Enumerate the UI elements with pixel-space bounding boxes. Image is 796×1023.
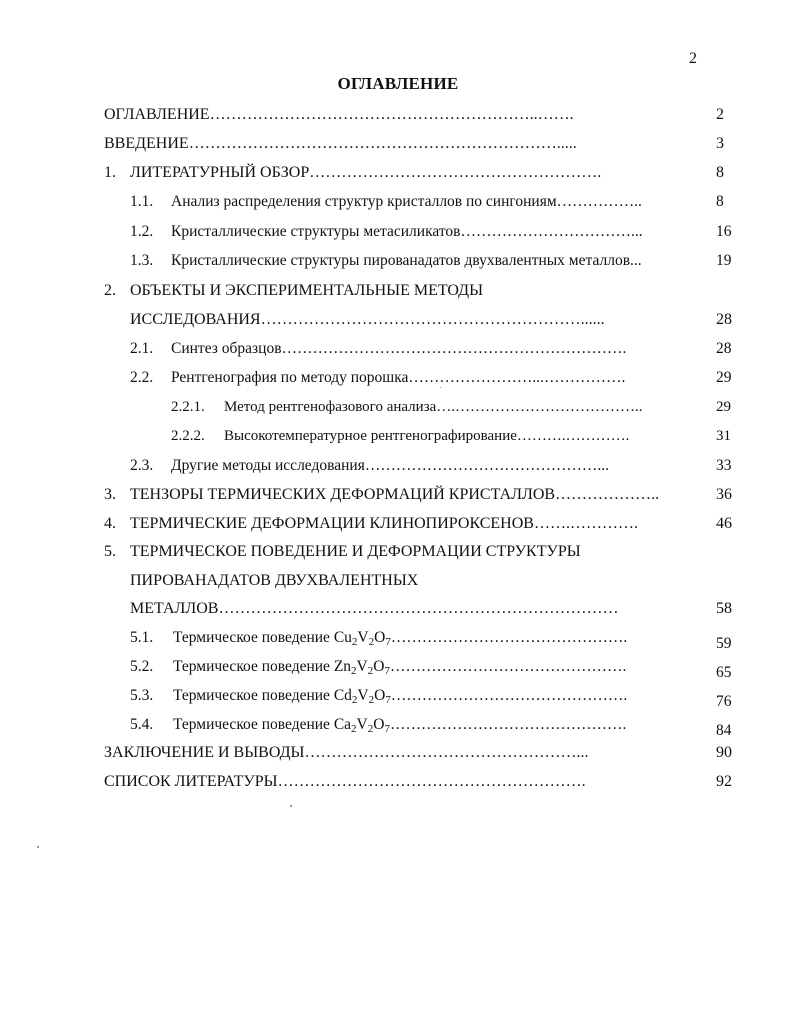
- toc-entry: [130, 656, 744, 681]
- chemical-formula: $Cd_2V_2O_7$: [333, 687, 391, 706]
- toc-entry: [130, 714, 744, 739]
- toc-entry: [171, 425, 744, 447]
- toc-entry-page: 92: [716, 773, 732, 790]
- toc-entry-page: 19: [716, 252, 732, 269]
- toc-entry-number: 5.4.: [130, 716, 154, 733]
- toc-entry-page: 29: [716, 399, 731, 415]
- toc-entry-text: ОГЛАВЛЕНИЕ……………………………………………………..…….: [104, 106, 574, 123]
- toc-entry-page: 76: [716, 693, 732, 710]
- toc-entry-text: Анализ распределения структур кристаллов по сингониям……………..: [171, 193, 642, 210]
- toc-entry-page: 33: [716, 457, 732, 474]
- toc-entry-number: 1.2.: [130, 223, 154, 240]
- chemical-formula: $Zn_2V_2O_7$: [333, 658, 390, 677]
- toc-entry-page: 2: [716, 106, 724, 123]
- chemical-formula: $Cu_2V_2O_7$: [333, 629, 391, 648]
- toc-entry-page: 58: [716, 600, 732, 617]
- toc-entry-number: 2.1.: [130, 340, 154, 357]
- toc-entry-page: 8: [716, 193, 724, 210]
- toc-entry-text: ЗАКЛЮЧЕНИЕ И ВЫВОДЫ……………………………………………...: [104, 744, 589, 761]
- toc-entry-text: Термическое поведение $Zn_2V_2O_7\dots\dots\dots\dots\dots\dots\dots\dots\dots\dots\dots\dots\dots\dots\dots$.: [173, 658, 627, 677]
- toc-entry-text: Другие методы исследования………………………………………...: [171, 457, 609, 474]
- scan-speck: [37, 846, 39, 848]
- toc-entry-text: Синтез образцов………………………………………………………….: [171, 340, 627, 357]
- toc-entry: [104, 570, 744, 592]
- toc-entry: [104, 309, 744, 331]
- toc-entry-number: 5.1.: [130, 629, 154, 646]
- toc-entry-number: 5.2.: [130, 658, 154, 675]
- toc-entry: [104, 104, 744, 126]
- toc-entry-number: 3.: [104, 486, 116, 503]
- toc-entry-number: 2.3.: [130, 457, 154, 474]
- toc-entry: [104, 742, 744, 764]
- toc-entry-text: Высокотемпературное рентгенографирование……….………….: [224, 428, 630, 444]
- toc-entry-text: Термическое поведение $Cd_2V_2O_7\dots\dots\dots\dots\dots\dots\dots\dots\dots\dots\dots\dots\dots\dots\dots$.: [173, 687, 628, 706]
- toc-entry: [104, 162, 744, 184]
- toc-entry-text: ПИРОВАНАДАТОВ ДВУХВАЛЕНТНЫХ: [130, 572, 419, 589]
- toc-entry-text: Кристаллические структуры метасиликатов……………………………...: [171, 223, 643, 240]
- toc-entry-text: Термическое поведение $Cu_2V_2O_7\dots\dots\dots\dots\dots\dots\dots\dots\dots\dots\dots\dots\dots\dots\dots$.: [173, 629, 628, 648]
- toc-entry-number: 5.3.: [130, 687, 154, 704]
- toc-entry-page: 59: [716, 635, 732, 652]
- toc-entry-text: Метод рентгенофазового анализа….………………………………..: [224, 399, 643, 415]
- toc-entry: [171, 396, 744, 418]
- toc-entry: [130, 367, 744, 389]
- toc-entry-page: 36: [716, 486, 732, 503]
- toc-title: ОГЛАВЛЕНИЕ: [337, 74, 459, 93]
- toc-entry-number: 2.2.: [130, 369, 154, 386]
- toc-entry-page: 8: [716, 164, 724, 181]
- page-number: 2: [689, 50, 697, 67]
- toc-entry-text: МЕТАЛЛОВ…………………………………………………………………: [130, 600, 619, 617]
- toc-entry-number: 2.: [104, 282, 116, 299]
- toc-entry-number: 1.1.: [130, 193, 154, 210]
- toc-entry: [104, 598, 744, 620]
- scan-speck: [290, 805, 292, 807]
- toc-entry-text: ОБЪЕКТЫ И ЭКСПЕРИМЕНТАЛЬНЫЕ МЕТОДЫ: [130, 282, 484, 299]
- toc-entry: [104, 133, 744, 155]
- toc-entry-text: ТЕРМИЧЕСКОЕ ПОВЕДЕНИЕ И ДЕФОРМАЦИИ СТРУКТУРЫ: [130, 543, 581, 560]
- toc-entry: [104, 484, 744, 506]
- toc-entry-page: 3: [716, 135, 724, 152]
- toc-entry-page: 90: [716, 744, 732, 761]
- toc-entry: [104, 280, 744, 302]
- toc-entry-number: 4.: [104, 515, 116, 532]
- toc-entry: [130, 455, 744, 477]
- toc-entry-page: 28: [716, 311, 732, 328]
- toc-entry-text: Кристаллические структуры пированадатов двухвалентных металлов...: [171, 252, 642, 269]
- toc-entry: [130, 685, 744, 710]
- toc-entry: [130, 191, 744, 213]
- toc-entry-number: 1.: [104, 164, 116, 181]
- toc-entry-page: 84: [716, 722, 732, 739]
- toc-entry: [130, 338, 744, 360]
- toc-entry-text: ИССЛЕДОВАНИЯ……………………………………………………......: [130, 311, 605, 328]
- toc-entry-text: ЛИТЕРАТУРНЫЙ ОБЗОР……………………………………………….: [130, 164, 602, 181]
- toc-entry-page: 31: [716, 428, 731, 444]
- toc-entry-number: 5.: [104, 543, 116, 560]
- toc-entry-text: ТЕНЗОРЫ ТЕРМИЧЕСКИХ ДЕФОРМАЦИЙ КРИСТАЛЛОВ………………..: [130, 486, 660, 503]
- toc-entry: [104, 541, 744, 563]
- toc-entry: [104, 513, 744, 535]
- toc-entry-number: 2.2.1.: [171, 399, 205, 415]
- toc-entry-text: Термическое поведение $Ca_2V_2O_7\dots\dots\dots\dots\dots\dots\dots\dots\dots\dots\dots\dots\dots\dots\dots$.: [173, 716, 627, 735]
- toc-entry: [130, 627, 744, 652]
- toc-entry-text: СПИСОК ЛИТЕРАТУРЫ………………………………………………….: [104, 773, 586, 790]
- toc-entry-text: ВВЕДЕНИЕ…………………………………………………………….....: [104, 135, 577, 152]
- toc-entry: [130, 221, 744, 243]
- toc-entry-text: ТЕРМИЧЕСКИЕ ДЕФОРМАЦИИ КЛИНОПИРОКСЕНОВ…….………….: [130, 515, 638, 532]
- scan-speck: [440, 387, 441, 388]
- toc-entry-number: 1.3.: [130, 252, 154, 269]
- toc-entry-text: Рентгенография по методу порошка……………………...…………….: [171, 369, 626, 386]
- toc-entry-page: 16: [716, 223, 732, 240]
- toc-entry-number: 2.2.2.: [171, 428, 205, 444]
- toc-entry-page: 46: [716, 515, 732, 532]
- toc-entry-page: 28: [716, 340, 732, 357]
- toc-entry: [130, 250, 744, 272]
- toc-entry: [104, 771, 744, 793]
- toc-entry-page: 65: [716, 664, 732, 681]
- chemical-formula: $Ca_2V_2O_7$: [333, 716, 390, 735]
- toc-entry-page: 29: [716, 369, 732, 386]
